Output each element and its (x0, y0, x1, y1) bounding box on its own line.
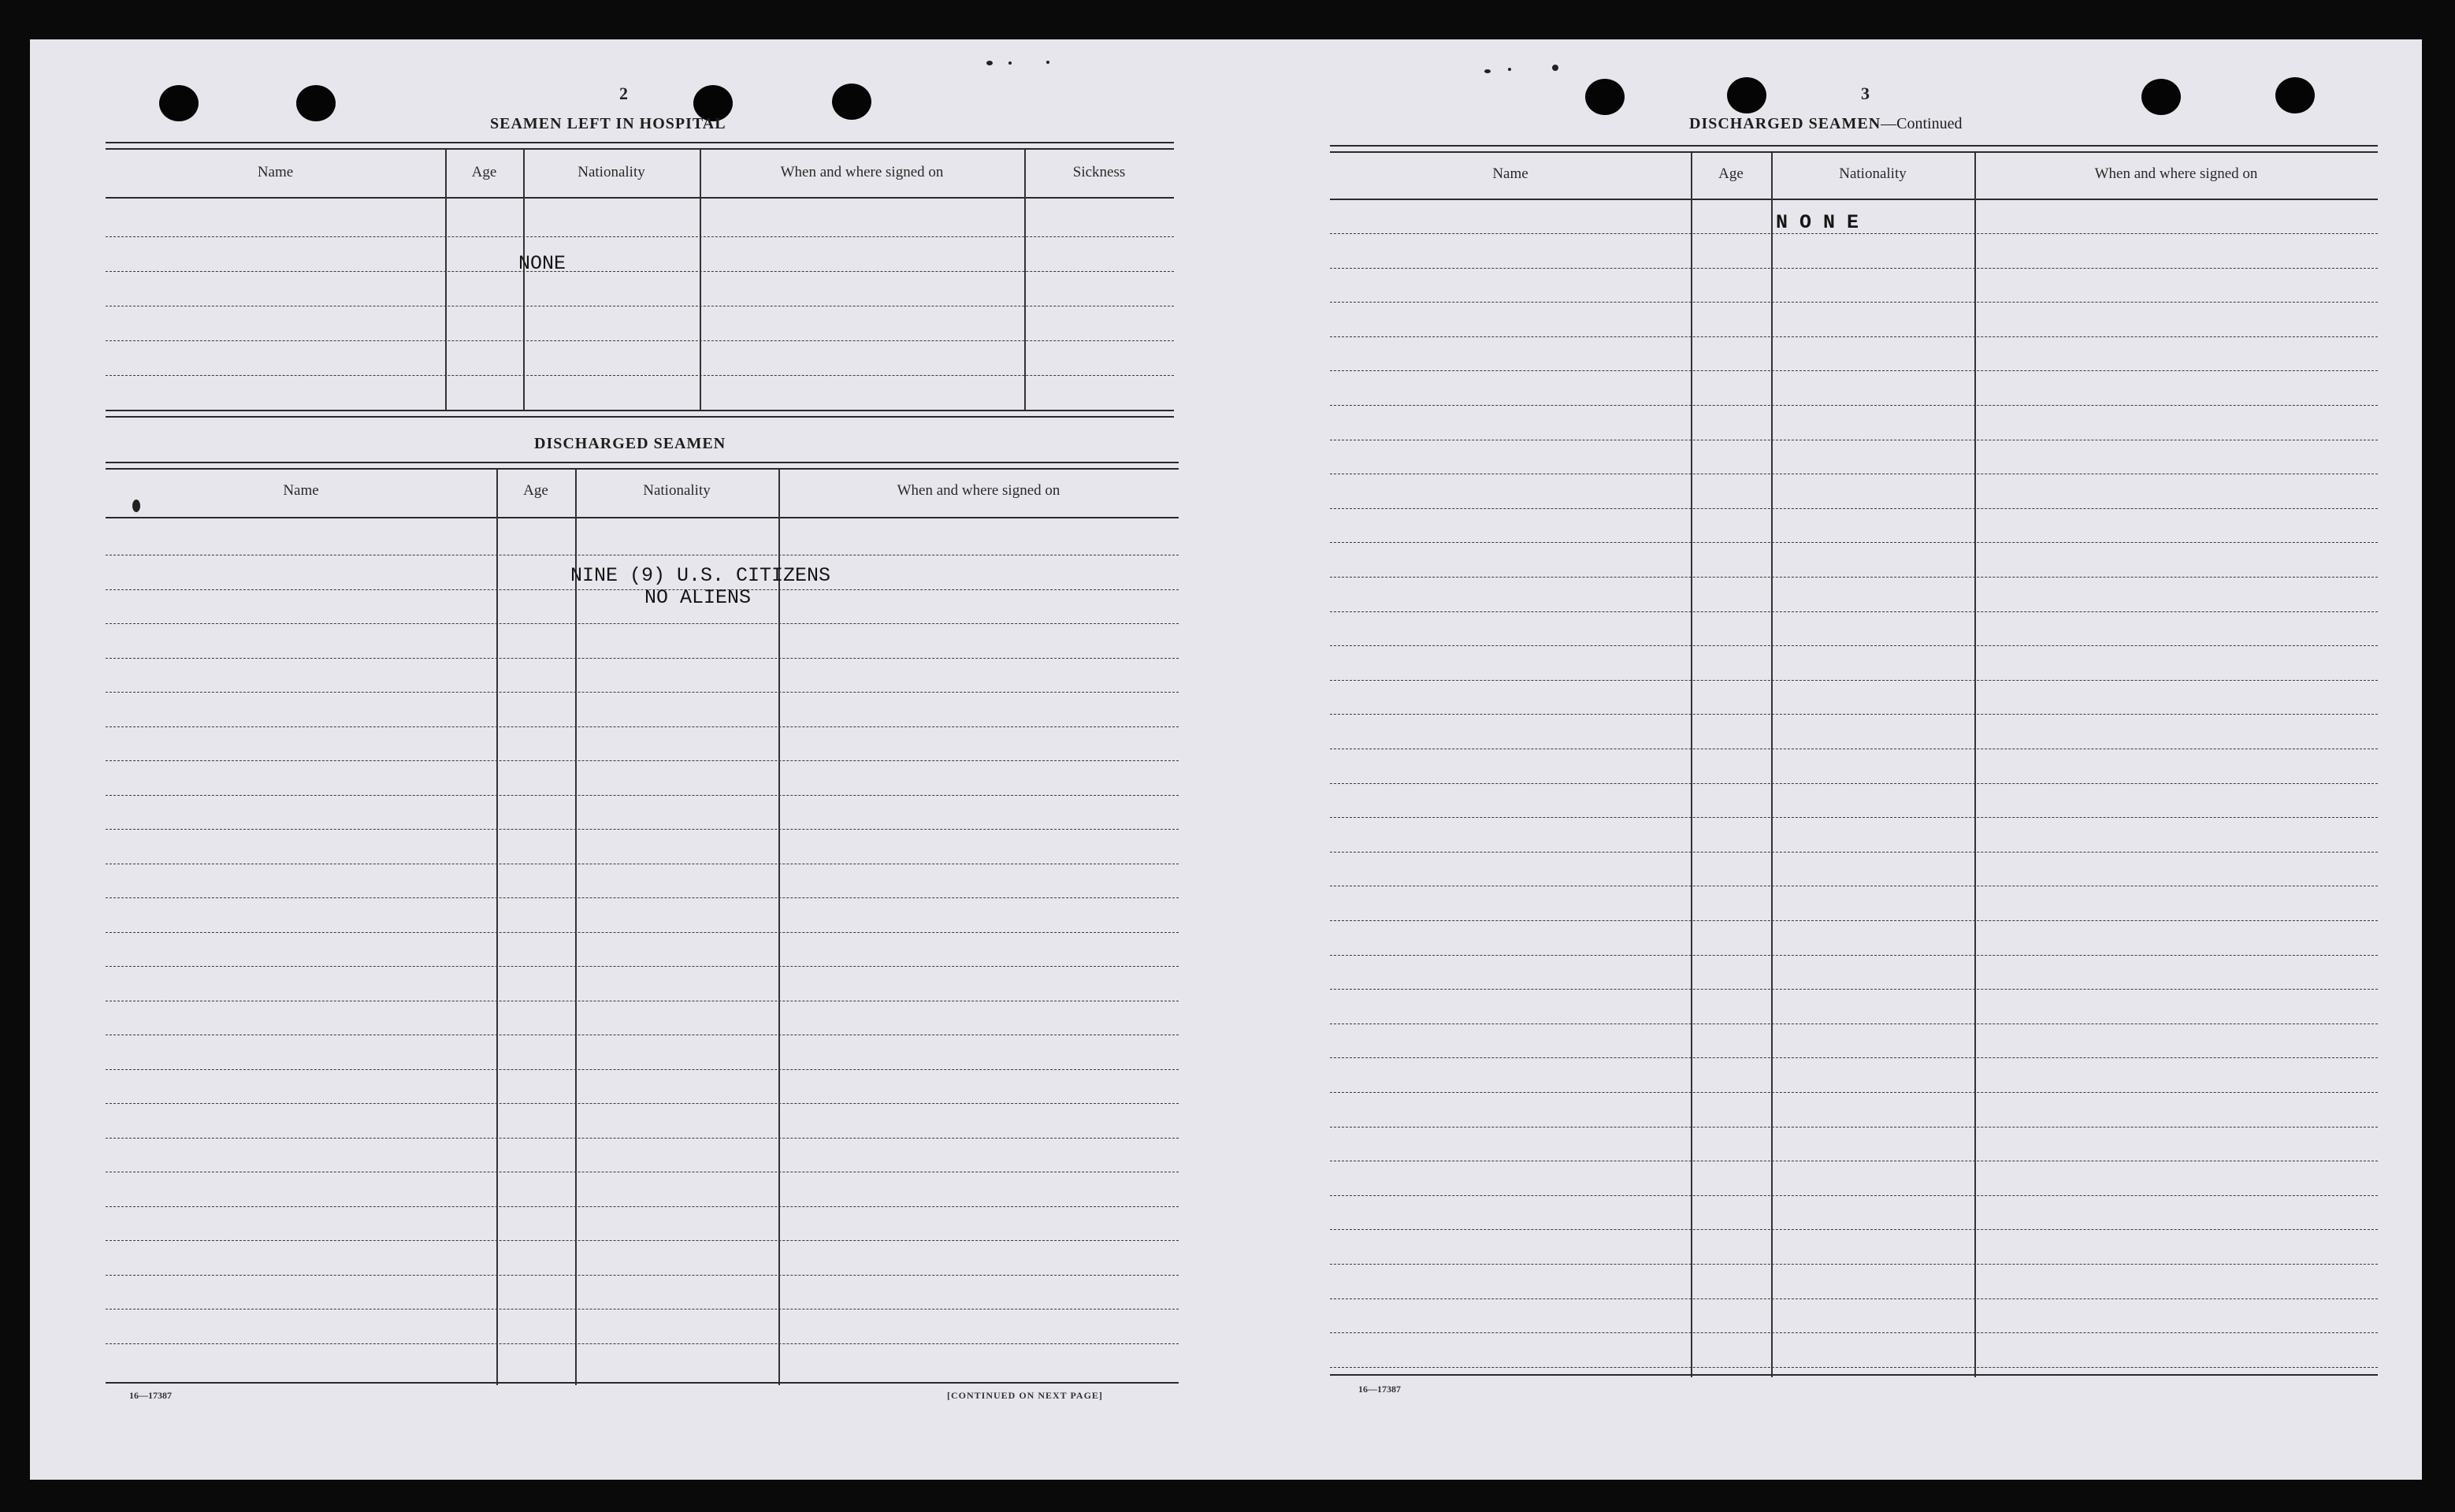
form-row-line (1330, 852, 2378, 853)
punch-hole (2275, 77, 2315, 113)
form-row-line (106, 1309, 1179, 1310)
form-code: 16—17387 (129, 1390, 172, 1401)
continued-entry: N O N E (1776, 211, 1859, 234)
form-row-line (1330, 1195, 2378, 1196)
header-rule (106, 517, 1179, 518)
hospital-section-title: SEAMEN LEFT IN HOSPITAL (490, 115, 726, 132)
form-row-line (106, 1240, 1179, 1241)
ink-speck (1046, 61, 1049, 64)
form-row-line (1330, 370, 2378, 371)
form-row-line (106, 795, 1179, 796)
form-row-line (1330, 1298, 2378, 1299)
form-row-line (106, 760, 1179, 761)
column-divider (496, 470, 498, 1385)
form-row-line (106, 1206, 1179, 1207)
table-bottom-rule (106, 1382, 1179, 1384)
discharged-continued-table (1330, 145, 2378, 1421)
form-row-line (1330, 989, 2378, 990)
discharged-table (106, 462, 1179, 1425)
column-divider (700, 150, 701, 411)
form-row-line (1330, 783, 2378, 784)
form-code: 16—17387 (1358, 1384, 1401, 1395)
header-name: Name (283, 482, 319, 499)
header-rule (1330, 199, 2378, 200)
column-divider (523, 150, 525, 411)
form-row-line (106, 658, 1179, 659)
hospital-entry: NONE (518, 252, 566, 275)
table-top-rule (106, 462, 1179, 470)
header-nationality: Nationality (578, 164, 645, 180)
title-main: DISCHARGED SEAMEN (1689, 115, 1881, 132)
header-name: Name (1492, 165, 1528, 182)
form-row-line (106, 932, 1179, 933)
form-row-line (1330, 920, 2378, 921)
ink-speck (132, 500, 140, 512)
header-when-where: When and where signed on (2094, 165, 2258, 182)
form-row-line (1330, 611, 2378, 612)
form-row-line (106, 1103, 1179, 1104)
form-row-line (1330, 714, 2378, 715)
form-row-line (1330, 268, 2378, 269)
form-row-line (1330, 577, 2378, 578)
form-row-line (1330, 542, 2378, 543)
form-row-line (106, 897, 1179, 898)
header-age: Age (523, 482, 548, 499)
form-row-line (1330, 680, 2378, 681)
right-page (1243, 39, 2422, 1480)
column-divider (1024, 150, 1026, 411)
header-nationality: Nationality (1839, 165, 1907, 182)
header-rule (106, 197, 1174, 199)
form-row-line (1330, 1023, 2378, 1024)
form-row-line (1330, 1264, 2378, 1265)
left-page (30, 39, 1243, 1480)
form-row-line (106, 1138, 1179, 1139)
header-age: Age (471, 164, 497, 180)
header-when-where: When and where signed on (780, 164, 944, 180)
punch-hole (159, 85, 199, 121)
table-top-rule (1330, 145, 2378, 153)
ink-speck (986, 61, 993, 65)
form-row-line (1330, 955, 2378, 956)
form-row-line (1330, 817, 2378, 818)
punch-hole (296, 85, 336, 121)
discharged-continued-title (1689, 115, 1963, 133)
form-row-line (1330, 405, 2378, 406)
table-bottom-rule (1330, 1374, 2378, 1376)
form-row-line (106, 1275, 1179, 1276)
form-row-line (106, 623, 1179, 624)
ink-speck (1508, 68, 1511, 71)
column-divider (575, 470, 577, 1385)
discharged-section-title: DISCHARGED SEAMEN (534, 435, 726, 452)
form-row-line (106, 236, 1174, 237)
title-suffix: —Continued (1881, 115, 1963, 132)
table-bottom-rule (106, 410, 1174, 418)
form-row-line (1330, 1092, 2378, 1093)
form-row-line (106, 726, 1179, 727)
ink-speck (1552, 65, 1558, 71)
punch-hole (1585, 79, 1625, 115)
punch-hole (1727, 77, 1766, 113)
document-sheet (30, 39, 2422, 1480)
header-name: Name (257, 164, 294, 180)
ink-speck (1008, 61, 1012, 65)
discharged-entry-line1: NINE (9) U.S. CITIZENS (570, 564, 831, 587)
page-number: 2 (619, 84, 628, 103)
ink-speck (1484, 69, 1491, 73)
form-row-line (1330, 336, 2378, 337)
form-row-line (106, 1343, 1179, 1344)
header-nationality: Nationality (643, 482, 711, 499)
form-row-line (1330, 1229, 2378, 1230)
form-row-line (106, 692, 1179, 693)
form-row-line (106, 589, 1179, 590)
form-row-line (1330, 1367, 2378, 1368)
form-row-line (106, 966, 1179, 967)
column-divider (778, 470, 780, 1385)
form-row-line (1330, 1057, 2378, 1058)
form-row-line (106, 829, 1179, 830)
header-age: Age (1718, 165, 1744, 182)
discharged-entry-line2: NO ALIENS (644, 586, 752, 609)
punch-hole (2141, 79, 2181, 115)
header-when-where: When and where signed on (897, 482, 1060, 499)
form-row-line (106, 340, 1174, 341)
form-row-line (106, 271, 1174, 272)
header-sickness: Sickness (1072, 164, 1126, 180)
punch-hole (832, 84, 871, 120)
form-row-line (106, 1069, 1179, 1070)
form-row-line (1330, 1332, 2378, 1333)
page-number: 3 (1861, 84, 1870, 103)
form-row-line (106, 375, 1174, 376)
hospital-table (106, 142, 1174, 452)
table-top-rule (106, 142, 1174, 150)
form-row-line (1330, 508, 2378, 509)
form-row-line (1330, 645, 2378, 646)
column-divider (445, 150, 447, 411)
continued-note: [CONTINUED ON NEXT PAGE] (947, 1390, 1103, 1401)
form-row-line (1330, 302, 2378, 303)
